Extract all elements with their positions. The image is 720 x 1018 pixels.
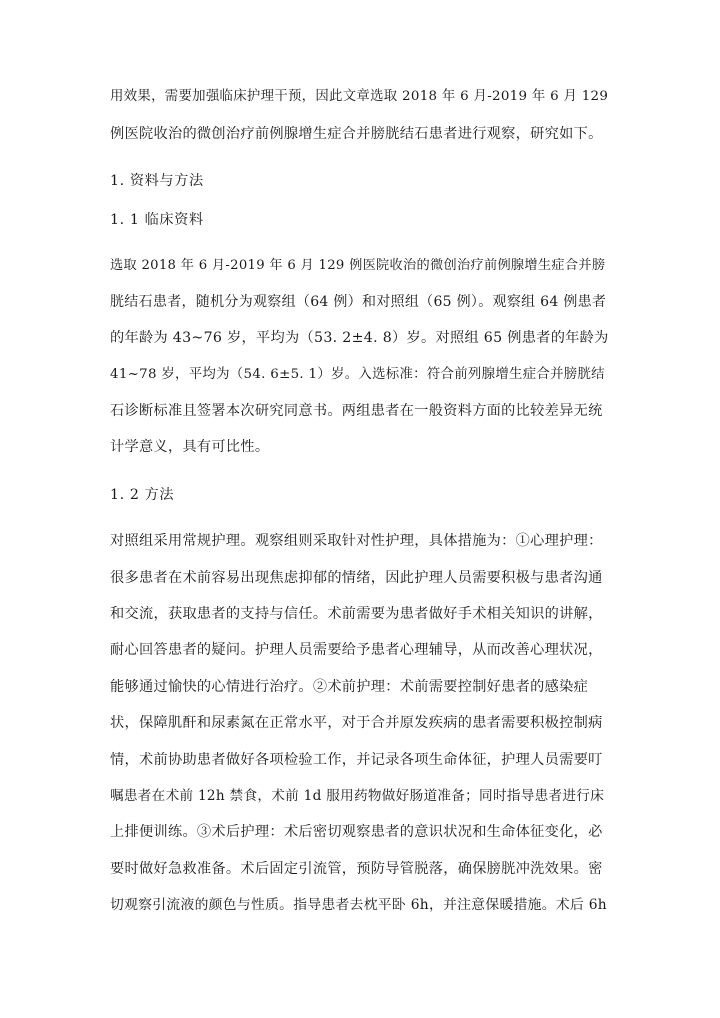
text-line: 上排便训练。③术后护理：术后密切观察患者的意识状况和生命体征变化，必 <box>110 824 603 840</box>
text-line: 的年龄为 43~76 岁，平均为（53. 2±4. 8）岁。对照组 65 例患者的年龄为 <box>110 330 609 346</box>
text-line: 对照组采用常规护理。观察组则采取针对性护理，具体措施为：①心理护理： <box>110 533 603 549</box>
text-line: 例医院收治的微创治疗前例腺增生症合并膀胱结石患者进行观察，研究如下。 <box>110 126 603 142</box>
text-line: 切观察引流液的颜色与性质。指导患者去枕平卧 6h，并注意保暖措施。术后 6h <box>110 897 607 913</box>
text-line: 很多患者在术前容易出现焦虑抑郁的情绪，因此护理人员需要积极与患者沟通 <box>110 570 603 586</box>
text-line: 石诊断标准且签署本次研究同意书。两组患者在一般资料方面的比较差异无统 <box>110 403 603 419</box>
subsection-heading: 1. 2 方法 <box>110 487 175 503</box>
text-line: 胱结石患者，随机分为观察组（64 例）和对照组（65 例）。观察组 64 例患者 <box>110 294 607 310</box>
text-line: 计学意义，具有可比性。 <box>110 439 270 455</box>
text-line: 用效果，需要加强临床护理干预，因此文章选取 2018 年 6 月-2019 年 6 月 129 <box>110 89 609 104</box>
text-line: 要时做好急救准备。术后固定引流管，预防导管脱落，确保膀胱冲洗效果。密 <box>110 861 603 877</box>
text-line: 嘱患者在术前 12h 禁食，术前 1d 服用药物做好肠道准备；同时指导患者进行床 <box>110 788 605 804</box>
subsection-heading: 1. 1 临床资料 <box>110 212 204 228</box>
section-heading: 1. 资料与方法 <box>110 173 204 189</box>
text-line: 能够通过愉快的心情进行治疗。②术前护理：术前需要控制好患者的感染症 <box>110 679 589 695</box>
text-line: 41~78 岁，平均为（54. 6±5. 1）岁。入选标准：符合前列腺增生症合并膀胱结 <box>110 367 605 382</box>
text-line: 和交流，获取患者的支持与信任。术前需要为患者做好手术相关知识的讲解， <box>110 606 603 622</box>
text-line: 耐心回答患者的疑问。护理人员需要给予患者心理辅导，从而改善心理状况， <box>110 642 603 658</box>
text-line: 状，保障肌酐和尿素氮在正常水平，对于合并原发疾病的患者需要积极控制病 <box>110 715 603 731</box>
text-line: 情，术前协助患者做好各项检验工作，并记录各项生命体征，护理人员需要叮 <box>110 752 603 768</box>
text-line: 选取 2018 年 6 月-2019 年 6 月 129 例医院收治的微创治疗前例腺增生症合并膀 <box>110 258 606 273</box>
